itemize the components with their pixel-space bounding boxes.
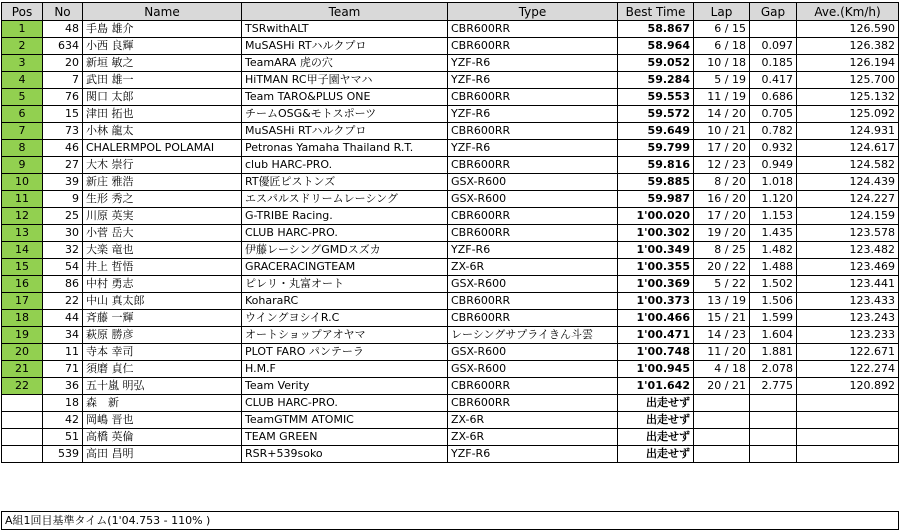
cell-no: 27	[43, 157, 83, 174]
cell-name: 手島 雄介	[83, 21, 242, 38]
cell-lap: 11 / 20	[694, 344, 750, 361]
table-row	[2, 21, 899, 38]
cell-best-time: 出走せず	[618, 395, 694, 412]
cell-ave-speed: 126.590	[797, 21, 899, 38]
cell-lap: 6 / 18	[694, 38, 750, 55]
cell-best-time: 1'00.020	[618, 208, 694, 225]
cell-team: HiTMAN RC甲子園ヤマハ	[242, 72, 448, 89]
cell-name: 須磨 貞仁	[83, 361, 242, 378]
cell-best-time: 1'00.349	[618, 242, 694, 259]
cell-lap	[694, 446, 750, 463]
cell-name: 新垣 敏之	[83, 55, 242, 72]
header-type: Type	[448, 3, 618, 21]
cell-best-time: 59.987	[618, 191, 694, 208]
cell-name: 萩原 勝彦	[83, 327, 242, 344]
cell-ave-speed: 123.441	[797, 276, 899, 293]
table-row	[2, 259, 899, 276]
cell-ave-speed: 124.159	[797, 208, 899, 225]
cell-ave-speed: 124.931	[797, 123, 899, 140]
cell-pos: 5	[2, 89, 43, 106]
cell-best-time: 1'00.373	[618, 293, 694, 310]
cell-pos: 16	[2, 276, 43, 293]
cell-name: 生形 秀之	[83, 191, 242, 208]
header-ave-speed: Ave.(Km/h)	[797, 3, 899, 21]
cell-type: YZF-R6	[448, 106, 618, 123]
cell-type: CBR600RR	[448, 378, 618, 395]
cell-gap: 0.949	[750, 157, 797, 174]
cell-ave-speed: 123.578	[797, 225, 899, 242]
cell-team: G-TRIBE Racing.	[242, 208, 448, 225]
cell-no: 44	[43, 310, 83, 327]
cell-pos: 4	[2, 72, 43, 89]
cell-lap: 13 / 19	[694, 293, 750, 310]
cell-lap: 6 / 15	[694, 21, 750, 38]
cell-no: 18	[43, 395, 83, 412]
cell-best-time: 59.816	[618, 157, 694, 174]
cell-lap	[694, 412, 750, 429]
cell-lap: 5 / 22	[694, 276, 750, 293]
cell-team: club HARC-PRO.	[242, 157, 448, 174]
cell-gap: 1.153	[750, 208, 797, 225]
cell-lap: 19 / 20	[694, 225, 750, 242]
cell-type: YZF-R6	[448, 72, 618, 89]
cell-no: 86	[43, 276, 83, 293]
cell-ave-speed: 126.194	[797, 55, 899, 72]
cell-no: 7	[43, 72, 83, 89]
cell-team: Team TARO&PLUS ONE	[242, 89, 448, 106]
cell-no: 54	[43, 259, 83, 276]
cell-team: CLUB HARC-PRO.	[242, 395, 448, 412]
cell-no: 34	[43, 327, 83, 344]
header-gap: Gap	[750, 3, 797, 21]
cell-lap: 10 / 18	[694, 55, 750, 72]
cell-type: CBR600RR	[448, 208, 618, 225]
cell-ave-speed: 123.469	[797, 259, 899, 276]
cell-gap	[750, 429, 797, 446]
cell-best-time: 59.799	[618, 140, 694, 157]
cell-name: 森 新	[83, 395, 242, 412]
table-row	[2, 344, 899, 361]
cell-gap	[750, 21, 797, 38]
cell-no: 46	[43, 140, 83, 157]
cell-pos: 8	[2, 140, 43, 157]
table-row	[2, 225, 899, 242]
cell-gap: 1.506	[750, 293, 797, 310]
cell-type: CBR600RR	[448, 89, 618, 106]
cell-name: 小菅 岳大	[83, 225, 242, 242]
cell-team: オートショップアオヤマ	[242, 327, 448, 344]
cell-ave-speed	[797, 395, 899, 412]
cell-name: 斉藤 一輝	[83, 310, 242, 327]
cell-best-time: 1'00.945	[618, 361, 694, 378]
cell-best-time: 58.964	[618, 38, 694, 55]
cell-name: 新庄 雅浩	[83, 174, 242, 191]
cell-best-time: 59.284	[618, 72, 694, 89]
table-row	[2, 276, 899, 293]
cell-team: Team Verity	[242, 378, 448, 395]
cell-no: 20	[43, 55, 83, 72]
cell-ave-speed	[797, 446, 899, 463]
cell-best-time: 58.867	[618, 21, 694, 38]
table-row	[2, 242, 899, 259]
cell-gap: 0.417	[750, 72, 797, 89]
cell-best-time: 1'01.642	[618, 378, 694, 395]
cell-lap	[694, 429, 750, 446]
table-row	[2, 174, 899, 191]
cell-pos: 21	[2, 361, 43, 378]
cell-ave-speed: 123.433	[797, 293, 899, 310]
cell-lap: 16 / 20	[694, 191, 750, 208]
cell-ave-speed: 122.274	[797, 361, 899, 378]
cell-lap: 20 / 21	[694, 378, 750, 395]
cell-ave-speed: 120.892	[797, 378, 899, 395]
table-row	[2, 140, 899, 157]
table-row	[2, 378, 899, 395]
cell-lap: 10 / 21	[694, 123, 750, 140]
cell-ave-speed: 125.092	[797, 106, 899, 123]
cell-gap: 1.435	[750, 225, 797, 242]
cell-name: 岡嶋 晋也	[83, 412, 242, 429]
cell-best-time: 出走せず	[618, 446, 694, 463]
cell-gap: 2.775	[750, 378, 797, 395]
cell-ave-speed: 124.582	[797, 157, 899, 174]
cell-pos	[2, 395, 43, 412]
cell-type: GSX-R600	[448, 174, 618, 191]
table-row	[2, 412, 899, 429]
cell-pos: 7	[2, 123, 43, 140]
cell-type: CBR600RR	[448, 38, 618, 55]
cell-no: 42	[43, 412, 83, 429]
cell-name: 五十嵐 明弘	[83, 378, 242, 395]
cell-type: CBR600RR	[448, 293, 618, 310]
cell-gap: 1.120	[750, 191, 797, 208]
cell-no: 634	[43, 38, 83, 55]
cell-team: 伊藤レーシングGMDスズカ	[242, 242, 448, 259]
cell-no: 539	[43, 446, 83, 463]
cell-gap: 1.599	[750, 310, 797, 327]
cell-ave-speed: 123.233	[797, 327, 899, 344]
cell-team: Petronas Yamaha Thailand R.T.	[242, 140, 448, 157]
cell-type: GSX-R600	[448, 344, 618, 361]
cell-gap: 0.097	[750, 38, 797, 55]
cell-name: 高田 昌明	[83, 446, 242, 463]
header-lap: Lap	[694, 3, 750, 21]
cell-best-time: 1'00.302	[618, 225, 694, 242]
cell-no: 22	[43, 293, 83, 310]
cell-team: RT優匠ピストンズ	[242, 174, 448, 191]
cell-ave-speed	[797, 429, 899, 446]
cell-type: CBR600RR	[448, 123, 618, 140]
cell-name: 小西 良輝	[83, 38, 242, 55]
cell-pos	[2, 412, 43, 429]
cell-lap: 8 / 25	[694, 242, 750, 259]
cell-team: TeamARA 虎の穴	[242, 55, 448, 72]
cell-type: YZF-R6	[448, 140, 618, 157]
cell-type: CBR600RR	[448, 225, 618, 242]
cell-gap: 1.604	[750, 327, 797, 344]
cell-name: 中山 真太郎	[83, 293, 242, 310]
cell-ave-speed: 125.132	[797, 89, 899, 106]
cell-lap: 15 / 21	[694, 310, 750, 327]
table-row	[2, 310, 899, 327]
cell-best-time: 59.572	[618, 106, 694, 123]
cell-best-time: 1'00.355	[618, 259, 694, 276]
cell-gap: 0.185	[750, 55, 797, 72]
cell-name: CHALERMPOL POLAMAI	[83, 140, 242, 157]
cell-best-time: 59.885	[618, 174, 694, 191]
cell-team: ウイングヨシイR.C	[242, 310, 448, 327]
cell-pos: 22	[2, 378, 43, 395]
cell-gap: 0.686	[750, 89, 797, 106]
cell-best-time: 出走せず	[618, 412, 694, 429]
cell-pos: 14	[2, 242, 43, 259]
cell-gap: 1.018	[750, 174, 797, 191]
cell-team: MuSASHi RTハルクプロ	[242, 38, 448, 55]
cell-pos: 19	[2, 327, 43, 344]
cell-gap	[750, 412, 797, 429]
cell-lap: 20 / 22	[694, 259, 750, 276]
cell-best-time: 59.052	[618, 55, 694, 72]
cell-ave-speed: 124.617	[797, 140, 899, 157]
cell-pos: 9	[2, 157, 43, 174]
cell-name: 中村 勇志	[83, 276, 242, 293]
cell-no: 36	[43, 378, 83, 395]
cell-team: TSRwithALT	[242, 21, 448, 38]
table-row	[2, 72, 899, 89]
cell-lap	[694, 395, 750, 412]
table-row	[2, 361, 899, 378]
cell-best-time: 出走せず	[618, 429, 694, 446]
cell-type: CBR600RR	[448, 310, 618, 327]
table-row	[2, 123, 899, 140]
cell-lap: 8 / 20	[694, 174, 750, 191]
cell-ave-speed: 126.382	[797, 38, 899, 55]
header-team: Team	[242, 3, 448, 21]
cell-name: 関口 太郎	[83, 89, 242, 106]
cell-team: ピレリ・丸富オート	[242, 276, 448, 293]
cell-best-time: 59.553	[618, 89, 694, 106]
cell-lap: 14 / 23	[694, 327, 750, 344]
table-row	[2, 293, 899, 310]
cell-no: 11	[43, 344, 83, 361]
cell-name: 大楽 竜也	[83, 242, 242, 259]
cell-pos	[2, 446, 43, 463]
cell-best-time: 1'00.466	[618, 310, 694, 327]
cell-team: TeamGTMM ATOMIC	[242, 412, 448, 429]
cell-pos: 1	[2, 21, 43, 38]
cell-gap: 1.488	[750, 259, 797, 276]
cell-lap: 4 / 18	[694, 361, 750, 378]
header-no: No	[43, 3, 83, 21]
cell-gap: 0.705	[750, 106, 797, 123]
cell-no: 39	[43, 174, 83, 191]
cell-type: CBR600RR	[448, 157, 618, 174]
table-row	[2, 395, 899, 412]
cell-ave-speed: 125.700	[797, 72, 899, 89]
cell-type: YZF-R6	[448, 55, 618, 72]
cell-no: 71	[43, 361, 83, 378]
cell-type: YZF-R6	[448, 446, 618, 463]
cell-name: 小林 龍太	[83, 123, 242, 140]
cell-no: 51	[43, 429, 83, 446]
cell-team: PLOT FARO パンテーラ	[242, 344, 448, 361]
cell-gap: 0.782	[750, 123, 797, 140]
cell-gap	[750, 446, 797, 463]
cell-no: 32	[43, 242, 83, 259]
cell-team: エスパルスドリームレーシング	[242, 191, 448, 208]
table-row	[2, 55, 899, 72]
cell-team: TEAM GREEN	[242, 429, 448, 446]
cell-pos: 2	[2, 38, 43, 55]
cell-gap: 0.932	[750, 140, 797, 157]
header-name: Name	[83, 3, 242, 21]
cell-best-time: 1'00.369	[618, 276, 694, 293]
cell-name: 武田 雄一	[83, 72, 242, 89]
cell-gap: 2.078	[750, 361, 797, 378]
cell-best-time: 59.649	[618, 123, 694, 140]
header-row	[2, 3, 899, 21]
cell-type: CBR600RR	[448, 395, 618, 412]
cell-pos: 15	[2, 259, 43, 276]
table-row	[2, 89, 899, 106]
cell-pos: 10	[2, 174, 43, 191]
results-body	[2, 21, 899, 463]
cell-pos: 18	[2, 310, 43, 327]
cell-team: チームOSG&モトスポーツ	[242, 106, 448, 123]
cell-lap: 14 / 20	[694, 106, 750, 123]
cell-type: ZX-6R	[448, 429, 618, 446]
cell-name: 寺本 幸司	[83, 344, 242, 361]
cell-ave-speed: 122.671	[797, 344, 899, 361]
cell-name: 川原 英実	[83, 208, 242, 225]
cell-pos: 11	[2, 191, 43, 208]
cell-team: CLUB HARC-PRO.	[242, 225, 448, 242]
table-row	[2, 208, 899, 225]
cell-type: GSX-R600	[448, 276, 618, 293]
cell-pos: 6	[2, 106, 43, 123]
cell-ave-speed: 123.243	[797, 310, 899, 327]
cell-lap: 17 / 20	[694, 140, 750, 157]
cell-gap: 1.482	[750, 242, 797, 259]
cell-pos: 13	[2, 225, 43, 242]
footer-note: A組1回目基準タイム(1'04.753 - 110% )	[1, 511, 899, 530]
table-row	[2, 191, 899, 208]
cell-type: ZX-6R	[448, 259, 618, 276]
table-row	[2, 327, 899, 344]
cell-type: ZX-6R	[448, 412, 618, 429]
cell-lap: 12 / 23	[694, 157, 750, 174]
cell-gap: 1.881	[750, 344, 797, 361]
header-pos: Pos	[2, 3, 43, 21]
cell-team: RSR+539soko	[242, 446, 448, 463]
table-row	[2, 157, 899, 174]
cell-type: GSX-R600	[448, 361, 618, 378]
cell-name: 大木 崇行	[83, 157, 242, 174]
cell-type: CBR600RR	[448, 21, 618, 38]
cell-ave-speed	[797, 412, 899, 429]
table-row	[2, 446, 899, 463]
cell-pos: 20	[2, 344, 43, 361]
cell-no: 30	[43, 225, 83, 242]
cell-team: GRACERACINGTEAM	[242, 259, 448, 276]
cell-no: 48	[43, 21, 83, 38]
cell-gap	[750, 395, 797, 412]
cell-lap: 5 / 19	[694, 72, 750, 89]
cell-lap: 11 / 19	[694, 89, 750, 106]
cell-no: 76	[43, 89, 83, 106]
cell-best-time: 1'00.471	[618, 327, 694, 344]
cell-team: KoharaRC	[242, 293, 448, 310]
header-best-time: Best Time	[618, 3, 694, 21]
table-row	[2, 106, 899, 123]
cell-name: 高橋 英倫	[83, 429, 242, 446]
cell-name: 津田 拓也	[83, 106, 242, 123]
cell-type: レーシングサプライきん斗雲	[448, 327, 618, 344]
cell-no: 73	[43, 123, 83, 140]
cell-pos: 12	[2, 208, 43, 225]
cell-team: MuSASHi RTハルクプロ	[242, 123, 448, 140]
cell-pos	[2, 429, 43, 446]
cell-no: 25	[43, 208, 83, 225]
cell-ave-speed: 124.227	[797, 191, 899, 208]
qualifying-results-table	[1, 2, 899, 463]
cell-gap: 1.502	[750, 276, 797, 293]
cell-name: 井上 哲悟	[83, 259, 242, 276]
cell-team: H.M.F	[242, 361, 448, 378]
cell-lap: 17 / 20	[694, 208, 750, 225]
cell-pos: 3	[2, 55, 43, 72]
cell-no: 9	[43, 191, 83, 208]
cell-no: 15	[43, 106, 83, 123]
cell-type: GSX-R600	[448, 191, 618, 208]
cell-type: YZF-R6	[448, 242, 618, 259]
cell-pos: 17	[2, 293, 43, 310]
table-row	[2, 38, 899, 55]
cell-ave-speed: 124.439	[797, 174, 899, 191]
table-row	[2, 429, 899, 446]
cell-best-time: 1'00.748	[618, 344, 694, 361]
cell-ave-speed: 123.482	[797, 242, 899, 259]
